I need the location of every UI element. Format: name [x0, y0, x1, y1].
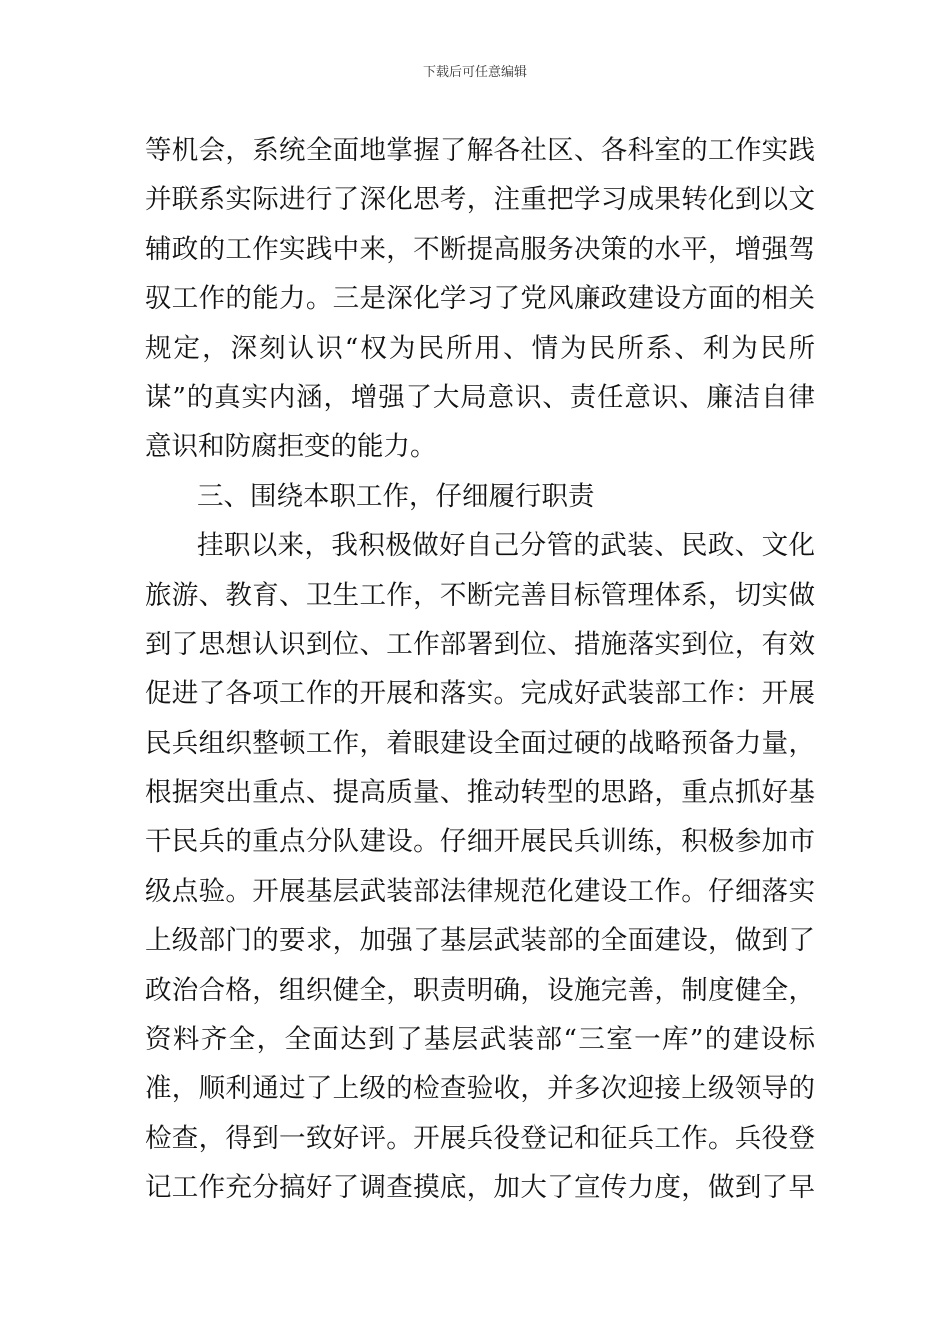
text-line: 级点验。开展基层武装部法律规范化建设工作。仔细落实 [145, 875, 815, 907]
text-line: 上级部门的要求，加强了基层武装部的全面建设，做到了 [145, 925, 815, 957]
text-line: 干民兵的重点分队建设。仔细开展民兵训练，积极参加市 [145, 826, 815, 858]
text-line: 辅政的工作实践中来，不断提高服务决策的水平，增强驾 [145, 233, 815, 265]
text-line: 准，顺利通过了上级的检查验收，并多次迎接上级领导的 [145, 1073, 815, 1105]
text-line: 记工作充分搞好了调查摸底，加大了宣传力度，做到了早 [145, 1172, 815, 1204]
text-line: 到了思想认识到位、工作部署到位、措施落实到位，有效 [145, 628, 815, 660]
text-line: 驭工作的能力。三是深化学习了党风廉政建设方面的相关 [145, 283, 815, 315]
text-line: 检查，得到一致好评。开展兵役登记和征兵工作。兵役登 [145, 1122, 815, 1154]
text-line: 等机会，系统全面地掌握了解各社区、各科室的工作实践 [145, 135, 815, 166]
text-line: 资料齐全，全面达到了基层武装部“三室一库”的建设标 [145, 1024, 815, 1056]
text-line: 旅游、教育、卫生工作，不断完善目标管理体系，切实做 [145, 579, 815, 611]
text-line: 根据突出重点、提高质量、推动转型的思路，重点抓好基 [145, 777, 815, 809]
page-header: 下载后可任意编辑 [422, 65, 527, 80]
text-line: 谋”的真实内涵，增强了大局意识、责任意识、廉洁自律 [145, 381, 815, 413]
text-line: 挂职以来，我积极做好自己分管的武装、民政、文化 [197, 530, 815, 562]
document-body [145, 126, 815, 1213]
section-heading: 三、围绕本职工作，仔细履行职责 [197, 480, 595, 512]
text-line: 并联系实际进行了深化思考，注重把学习成果转化到以文 [145, 184, 815, 216]
text-line: 意识和防腐拒变的能力。 [145, 431, 437, 463]
text-line: 促进了各项工作的开展和落实。完成好武装部工作：开展 [145, 678, 815, 710]
text-line: 规定，深刻认识“权为民所用、情为民所系、利为民所 [145, 332, 815, 364]
text-line: 政治合格，组织健全，职责明确，设施完善，制度健全， [145, 974, 815, 1006]
text-line: 民兵组织整顿工作，着眼建设全面过硬的战略预备力量， [145, 727, 815, 759]
